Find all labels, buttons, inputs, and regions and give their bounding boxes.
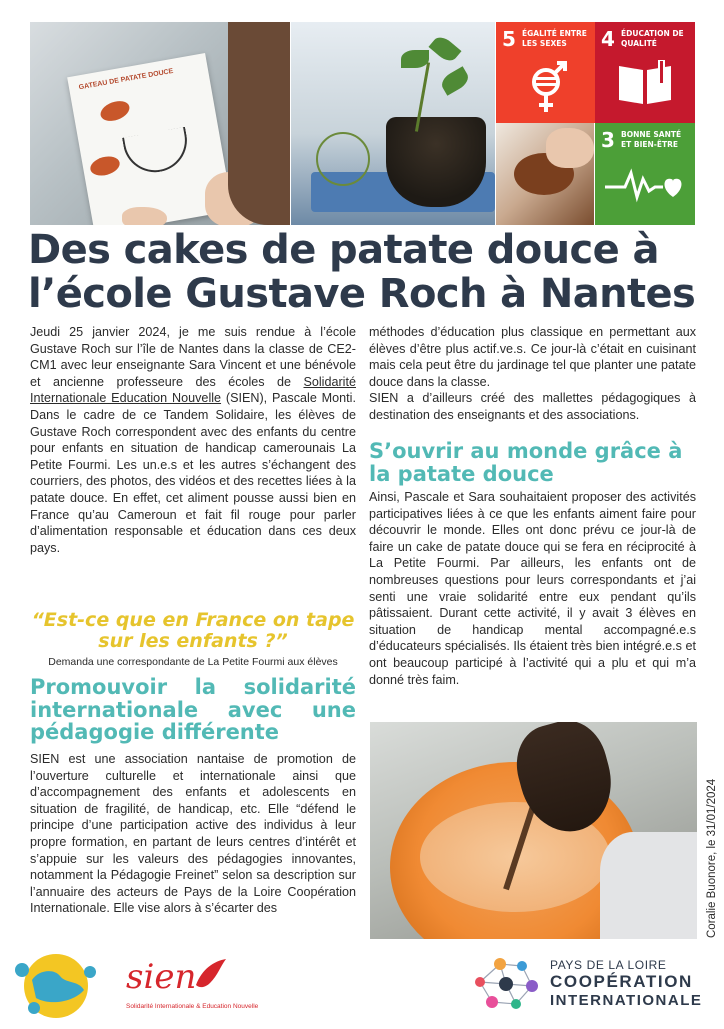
child-hand — [122, 207, 167, 225]
plant-leaf — [401, 50, 429, 68]
sleeve — [600, 832, 697, 939]
sdg-number: 4 — [601, 27, 615, 51]
logo-text-line3: INTERNATIONALE — [550, 992, 703, 1009]
tandems-solidaires-logo — [4, 950, 110, 1024]
section-heading-ouvrir: S’ouvrir au monde grâce à la patate douce — [369, 439, 683, 486]
section-text-ouvrir — [369, 489, 696, 688]
intro-text: Jeudi 25 janvier 2024, je me suis rendue à l’école Gustave Roch sur l’île de Nantes dans la classe de CE2-CM1 avec leur enseignante Sara Vincent et une bénévole et ancienne professeure des écoles de — [30, 325, 356, 389]
sdg-goal-4-tile — [595, 22, 695, 123]
article-intro — [30, 324, 356, 556]
sdg-number: 3 — [601, 128, 615, 152]
carnivorous-plant — [316, 132, 370, 186]
quote-source: Demanda une correspondante de La Petite Fourmi aux élèves — [48, 656, 338, 668]
plant-leaf — [438, 66, 471, 96]
hand — [546, 128, 594, 168]
sdg-goal-3-tile — [595, 123, 695, 225]
plant-pot — [386, 117, 486, 207]
logo-text-line2: COOPÉRATION — [550, 972, 693, 991]
book-icon — [595, 60, 695, 120]
child-hair — [228, 22, 290, 225]
dove-icon — [192, 955, 228, 995]
logo-text-line1: PAYS DE LA LOIRE — [550, 958, 667, 972]
intro-text: (SIEN), Pascale Monti. Dans le cadre de ce Tandem Solidaire, les élèves de Gustave Roch correspondent avec des enfants du centre pour enfants en situation de handicap camerounais La Petite Fourmi. Les un.e.s et les autres s’échangent des courriers, des photos, des vidéos et des recettes liées à la patate douce. En effet, cet aliment pousse aussi bien en France qu’au Cameroun et fait fil rouge pour parler d’alimentation responsable et éducation dans ces deux pays. — [30, 391, 356, 555]
author-credit: Coralie Buonore, le 31/01/2024 — [706, 778, 718, 938]
sien-wordmark: sien — [126, 957, 197, 997]
photo-recipe-sheet — [30, 22, 290, 225]
section-heading-promouvoir: Promouvoir la solidarité internationale avec une pédagogie différente — [30, 675, 356, 744]
sien-link[interactable]: Solidarité Internationale Education Nouvelle — [30, 374, 356, 406]
pull-quote: “Est-ce que en France on tape sur les enfants ?” — [31, 609, 355, 652]
paragraph: SIEN a d’ailleurs créé des mallettes pédagogiques à destination des enseignants et des associations. — [369, 391, 696, 422]
pays-de-la-loire-cooperation-logo — [470, 950, 720, 1016]
sdg-label: BONNE SANTÉ ET BIEN-ÊTRE — [621, 130, 682, 149]
plant-leaf — [428, 33, 461, 65]
sdg-label: ÉDUCATION DE QUALITÉ — [621, 29, 684, 48]
paragraph: Ainsi, Pascale et Sara souhaitaient proposer des activités participatives liées à ce que les enfants aiment faire pour découvrir le monde. Elles ont donc prévu ce jour-là de faire un cake de patate douce qui se fera en réciprocité à La Petite Fourmi. Par ailleurs, les enfants ont de nombreuses questions pour leurs correspondants et j’ai senti une vraie solidarité entre eux pendant qu’ils pâtissaient. Durant cette activité, il y avait 3 élèves en situation de handicap mental accompagné.e.s d’éducateurs spécialisés. Ils étaient très bien intégré.e.s et ont beaucoup participé à l’activité qui a plu et qui m’a donné très faim. — [369, 490, 696, 687]
gender-equality-icon — [496, 60, 595, 130]
recipe-sheet-title: GATEAU DE PATATE DOUCE — [78, 67, 174, 92]
photo-sweet-potato-plant — [291, 22, 495, 225]
sdg-number: 5 — [502, 27, 516, 51]
section-text-sien — [30, 751, 356, 917]
paragraph: méthodes d’éducation plus classique en permettant aux élèves d’être plus actif.ve.s. Ce jour-là c’était en cuisinant mais cela peut être du jardinage tel que planter une patate douce dans la classe. — [369, 325, 696, 389]
photo-mixing-batter — [370, 722, 697, 939]
sien-logo — [122, 955, 259, 1019]
right-column-text — [369, 324, 696, 424]
sdg-label: ÉGALITÉ ENTRE LES SEXES — [522, 29, 587, 48]
paragraph: SIEN est une association nantaise de promotion de l’ouverture culturelle et internationale ainsi que d’accompagnement des enfants et adolescents en situation de fragilité, de handicap, etc. Elle “défend le principe d’une participation active des individus à leur propre formation, en partant de leurs centres d’intérêt et s’appuie sur les valeurs des pédagogies innovantes, notamment la Pédagogie Freinet” selon sa description sur l’annuaire des acteurs de Pays de la Loire Coopération Internationale. Elle vise alors à s’écarter des — [30, 752, 356, 916]
network-icon — [470, 952, 542, 1014]
photo-cut-sweet-potato — [496, 123, 594, 225]
article-title: Des cakes de patate douce à l’école Gustave Roch à Nantes — [28, 227, 696, 317]
heartbeat-icon — [595, 161, 695, 217]
sien-subtitle: Solidarité Internationale & Education Nouvelle — [126, 1003, 259, 1010]
sdg-goal-5-tile — [496, 22, 595, 123]
